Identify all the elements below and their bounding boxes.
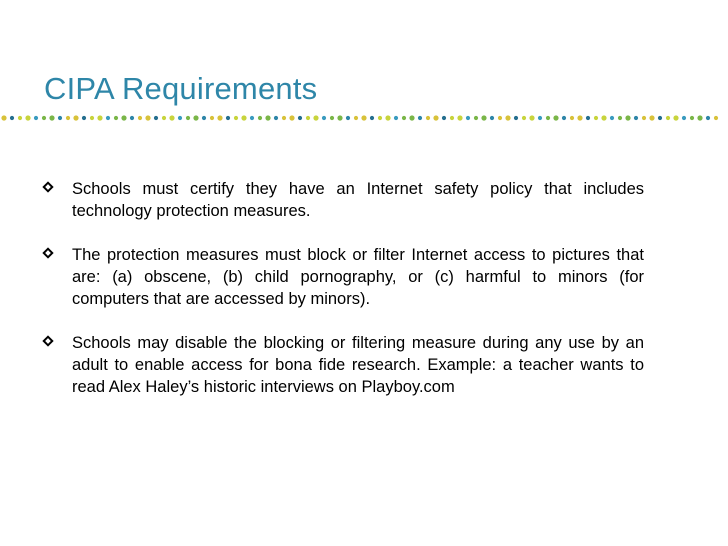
divider-dot — [289, 115, 294, 120]
divider-dot — [594, 116, 598, 120]
divider-dot — [601, 115, 606, 120]
dotted-divider — [0, 114, 728, 122]
bullet-text: Schools may disable the blocking or filtering measure during any use by an adult to enable access for bona fide research. Example: a teacher wants to read Alex Haley’s historic interviews on Playboy.com — [72, 334, 644, 396]
divider-dot — [322, 116, 326, 120]
divider-dot — [313, 115, 318, 120]
divider-dot — [145, 115, 150, 120]
divider-dot — [42, 116, 46, 120]
divider-dot — [162, 116, 166, 120]
divider-dot — [409, 115, 414, 120]
divider-dot — [121, 115, 126, 120]
divider-dot — [265, 115, 270, 120]
divider-dot — [226, 116, 230, 120]
divider-dot — [178, 116, 182, 120]
divider-dot — [217, 115, 222, 120]
divider-dot — [82, 116, 86, 120]
divider-dot — [474, 116, 478, 120]
divider-dot — [690, 116, 694, 120]
divider-dot — [49, 115, 54, 120]
divider-dot — [330, 116, 334, 120]
divider-dot — [450, 116, 454, 120]
divider-dot — [442, 116, 446, 120]
divider-dot — [10, 116, 14, 120]
divider-dot — [625, 115, 630, 120]
divider-dot — [346, 116, 350, 120]
divider-dot — [250, 116, 254, 120]
divider-dot — [634, 116, 638, 120]
divider-dot — [97, 115, 102, 120]
bullet-item — [44, 178, 644, 222]
divider-dot — [34, 116, 38, 120]
bullet-text: The protection measures must block or filter Internet access to pictures that are: (a) obscene, (b) child pornography, or (c) harmful to minors (for computers that are accessed by minors). — [72, 246, 644, 308]
divider-dot — [370, 116, 374, 120]
divider-dot — [258, 116, 262, 120]
bullet-item — [44, 332, 644, 398]
divider-dot — [529, 115, 534, 120]
divider-dot — [306, 116, 310, 120]
divider-dot — [577, 115, 582, 120]
divider-dot — [706, 116, 710, 120]
divider-dot — [202, 116, 206, 120]
bullet-list — [44, 178, 644, 420]
divider-dot — [433, 115, 438, 120]
divider-dot — [610, 116, 614, 120]
divider-dot — [642, 116, 646, 120]
divider-dot — [505, 115, 510, 120]
divider-dot — [114, 116, 118, 120]
divider-dot — [337, 115, 342, 120]
divider-dot — [490, 116, 494, 120]
bullet-text: Schools must certify they have an Internet safety policy that includes technology protection measures. — [72, 180, 644, 220]
slide-title: CIPA Requirements — [44, 71, 318, 106]
divider-dot — [586, 116, 590, 120]
divider-dot — [481, 115, 486, 120]
bullet-diamond-icon — [42, 181, 53, 192]
divider-dot — [426, 116, 430, 120]
divider-dot — [562, 116, 566, 120]
divider-dot — [18, 116, 22, 120]
divider-dot — [234, 116, 238, 120]
divider-dot — [570, 116, 574, 120]
divider-dot — [666, 116, 670, 120]
bullet-item — [44, 244, 644, 310]
divider-dot — [553, 115, 558, 120]
divider-dot — [66, 116, 70, 120]
divider-dot — [546, 116, 550, 120]
divider-dot — [457, 115, 462, 120]
divider-dot — [274, 116, 278, 120]
divider-dot — [514, 116, 518, 120]
divider-dot — [130, 116, 134, 120]
divider-dot — [714, 116, 718, 120]
divider-dot — [361, 115, 366, 120]
divider-dot — [538, 116, 542, 120]
divider-dot — [354, 116, 358, 120]
divider-dot — [90, 116, 94, 120]
divider-dot — [618, 116, 622, 120]
divider-dot — [673, 115, 678, 120]
divider-dot — [154, 116, 158, 120]
divider-dot — [298, 116, 302, 120]
divider-dot — [658, 116, 662, 120]
bullet-diamond-icon — [42, 247, 53, 258]
divider-dot — [697, 115, 702, 120]
divider-dot — [186, 116, 190, 120]
divider-dot — [418, 116, 422, 120]
divider-dot — [649, 115, 654, 120]
divider-dot — [241, 115, 246, 120]
divider-dot — [106, 116, 110, 120]
divider-dot — [58, 116, 62, 120]
divider-dot — [682, 116, 686, 120]
bullet-diamond-icon — [42, 335, 53, 346]
divider-dot — [466, 116, 470, 120]
divider-dot — [193, 115, 198, 120]
divider-dot — [402, 116, 406, 120]
divider-dot — [378, 116, 382, 120]
divider-dot — [385, 115, 390, 120]
divider-dot — [498, 116, 502, 120]
divider-dot — [522, 116, 526, 120]
divider-dot — [169, 115, 174, 120]
divider-dot — [73, 115, 78, 120]
divider-dot — [138, 116, 142, 120]
divider-dot — [282, 116, 286, 120]
divider-dot — [394, 116, 398, 120]
divider-dot — [25, 115, 30, 120]
divider-dot — [210, 116, 214, 120]
divider-dot — [1, 115, 6, 120]
